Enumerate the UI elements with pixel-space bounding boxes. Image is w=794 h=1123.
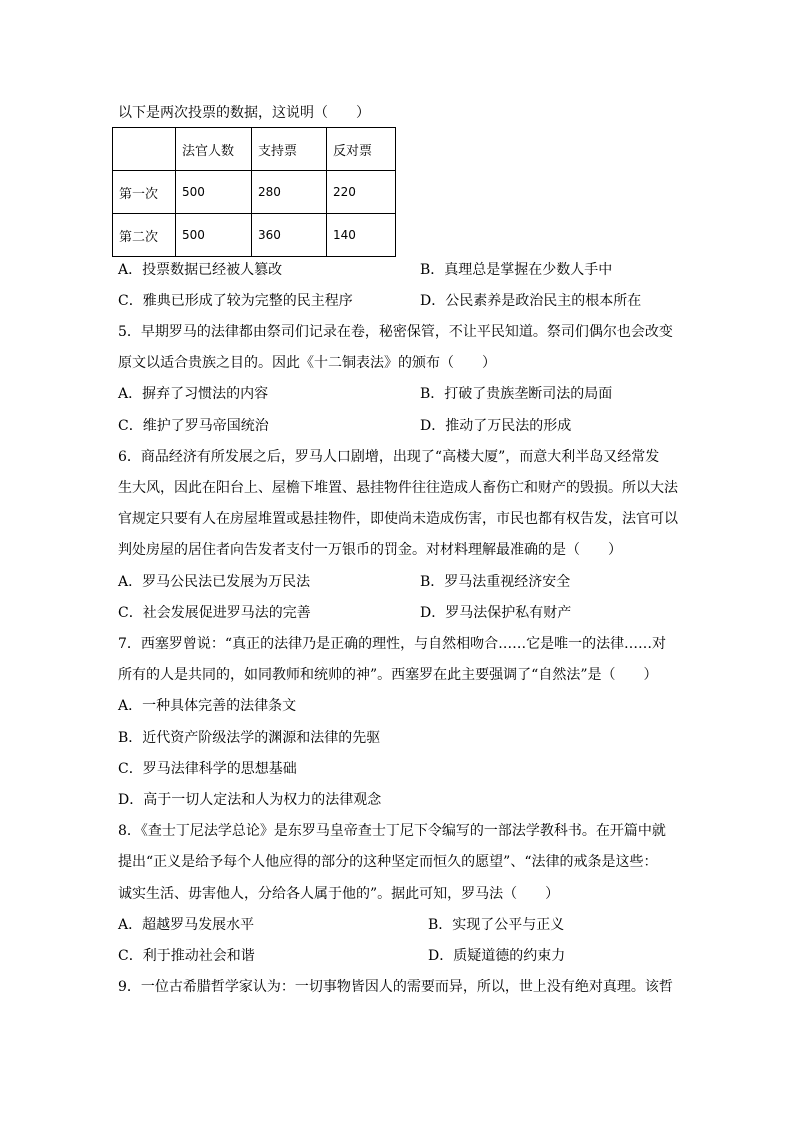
table-header-row [113,128,396,171]
vote-table [112,127,396,257]
q8-option-d: D．质疑道德的约束力 [428,948,566,964]
q8-line-1: 8．《查士丁尼法学总论》是东罗马皇帝查士丁尼下令编写的一部法学教科书。在开篇中就 [118,823,666,839]
q6-line-2: 生大风，因此在阳台上、屋檐下堆置、悬挂物件往往造成人畜伤亡和财产的毁损。所以大法 [118,480,678,496]
q4-option-a: A．投票数据已经被人篡改 [118,262,283,278]
q8-option-b: B．实现了公平与正义 [428,917,565,933]
q5-line-1: 5．早期罗马的法律都由祭司们记录在卷，秘密保管，不让平民知道。祭司们偶尔也会改变 [118,324,673,340]
q7-option-b: B．近代资产阶级法学的渊源和法律的先驱 [118,730,381,746]
q4-option-c: C．雅典已形成了较为完整的民主程序 [118,293,353,309]
q6-option-b: B．罗马法重视经济安全 [420,574,571,590]
q7-option-a: A．一种具体完善的法律条文 [118,698,297,714]
q5-option-b: B．打破了贵族垄断司法的局面 [420,386,613,402]
q9-line-1: 9．一位古希腊哲学家认为：一切事物皆因人的需要而异，所以，世上没有绝对真理。该哲 [118,979,673,995]
table-cell: 500 [176,171,252,214]
table-row [113,171,396,214]
table-cell: 140 [327,214,396,257]
q7-line-1: 7．西塞罗曾说：“真正的法律乃是正确的理性，与自然相吻合……它是唯一的法律……对 [118,636,667,652]
q8-line-3: 诚实生活、毋害他人，分给各人属于他的”。据此可知，罗马法（ ） [118,886,560,902]
table-cell: 360 [252,214,327,257]
q8-line-2: 提出“正义是给予每个人他应得的部分的这种坚定而恒久的愿望”、“法律的戒条是这些： [118,854,658,870]
q6-option-a: A．罗马公民法已发展为万民法 [118,574,311,590]
table-header-cell: 反对票 [327,128,396,171]
q6-line-3: 官规定只要有人在房屋堆置或悬挂物件，即使尚未造成伤害，市民也都有权告发，法官可以 [118,511,678,527]
q6-line-4: 判处房屋的居住者向告发者支付一万银币的罚金。对材料理解最准确的是（ ） [118,542,622,558]
q7-option-c: C．罗马法律科学的思想基础 [118,761,297,777]
table-header-cell: 法官人数 [176,128,252,171]
q5-line-2: 原文以适合贵族之目的。因此《十二铜表法》的颁布（ ） [118,355,496,371]
q5-option-c: C．维护了罗马帝国统治 [118,418,269,434]
q4-option-b: B．真理总是掌握在少数人手中 [420,262,613,278]
table-cell: 280 [252,171,327,214]
table-cell: 第二次 [113,214,176,257]
q6-line-1: 6．商品经济有所发展之后，罗马人口剧增，出现了“高楼大厦”，而意大利半岛又经常发 [118,449,660,465]
q8-option-a: A．超越罗马发展水平 [118,917,255,933]
table-header-cell: 支持票 [252,128,327,171]
table-cell: 500 [176,214,252,257]
q5-option-a: A．摒弃了习惯法的内容 [118,386,269,402]
q6-option-d: D．罗马法保护私有财产 [420,605,572,621]
q6-option-c: C．社会发展促进罗马法的完善 [118,605,311,621]
q7-option-d: D．高于一切人定法和人为权力的法律观念 [118,792,382,808]
q4-stem: 以下是两次投票的数据，这说明（ ） [118,105,370,121]
table-cell: 第一次 [113,171,176,214]
table-cell: 220 [327,171,396,214]
table-row [113,214,396,257]
q7-line-2: 所有的人是共同的，如同教师和统帅的神”。西塞罗在此主要强调了“自然法”是（ ） [118,667,658,683]
table-header-cell [113,128,176,171]
q5-option-d: D．推动了万民法的形成 [420,418,572,434]
q4-option-d: D．公民素养是政治民主的根本所在 [420,293,642,309]
q8-option-c: C．利于推动社会和谐 [118,948,255,964]
